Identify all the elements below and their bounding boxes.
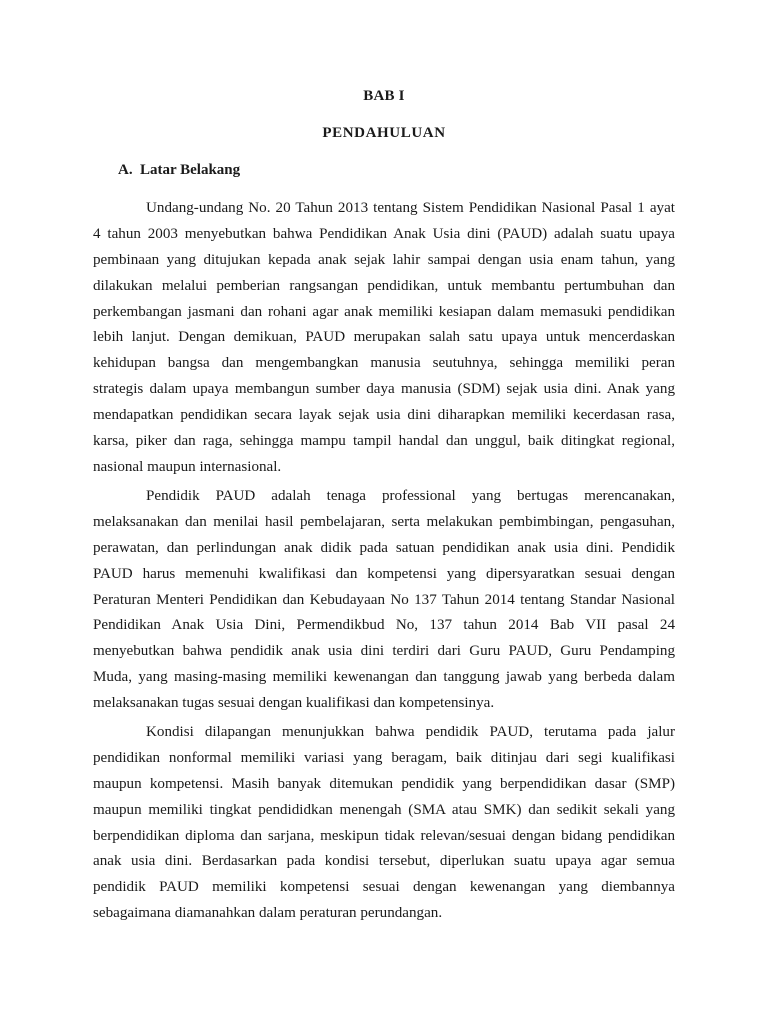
paragraph-line: pendidik PAUD memiliki kompetensi sesuai dengan kewenangan yang diembannya <box>93 879 675 896</box>
paragraph-line: PAUD harus memenuhi kwalifikasi dan kompetensi yang dipersyaratkan sesuai dengan <box>93 565 675 582</box>
paragraph-line: Pendidik PAUD adalah tenaga professional yang bertugas merencanakan, <box>146 488 675 504</box>
paragraph-line: Pendidikan Anak Usia Dini, Permendikbud No, 137 tahun 2014 Bab VII pasal 24 <box>93 617 675 634</box>
paragraph-line: pembinaan yang ditujukan kepada anak sejak lahir sampai dengan usia enam tahun, yang <box>93 251 675 268</box>
paragraph-line: Peraturan Menteri Pendidikan dan Kebudayaan No 137 Tahun 2014 tentang Standar Nasional <box>93 591 675 608</box>
paragraph-line: berpendidikan diploma dan sarjana, meskipun tidak relevan/sesuai dengan bidang pendidikan <box>93 827 675 844</box>
paragraph <box>93 720 675 927</box>
paragraph-line: mendapatkan pendidikan secara layak sejak usia dini diharapkan memiliki kecerdasan rasa, <box>93 407 675 424</box>
paragraph-line: perkembangan jasmani dan rohani agar anak memiliki kesiapan dalam memasuki pendidikan <box>93 303 675 320</box>
paragraph-line: 4 tahun 2003 menyebutkan bahwa Pendidikan Anak Usia dini (PAUD) adalah suatu upaya <box>93 225 675 242</box>
paragraph-line: Undang-undang No. 20 Tahun 2013 tentang Sistem Pendidikan Nasional Pasal 1 ayat <box>146 200 675 216</box>
paragraph-line: maupun kompetensi. Masih banyak ditemukan pendidik yang berpendidikan dasar (SMP) <box>93 775 675 792</box>
paragraph-line: pendidikan nonformal memiliki variasi yang beragam, baik ditinjau dari segi kualifikasi <box>93 749 675 766</box>
paragraph-line: perawatan, dan perlindungan anak didik pada satuan pendidikan anak usia dini. Pendidik <box>93 539 675 556</box>
paragraph-line: menyebutkan bahwa pendidik anak usia dini terdiri dari Guru PAUD, Guru Pendamping <box>93 643 675 660</box>
paragraph-line: dilakukan melalui pemberian rangsangan pendidikan, untuk membantu pertumbuhan dan <box>93 277 675 294</box>
chapter-label: BAB I <box>363 88 405 104</box>
paragraph <box>93 196 675 481</box>
paragraph-line: maupun memiliki tingkat pendididkan menengah (SMA atau SMK) dan sedikit sekali yang <box>93 801 675 818</box>
chapter-title: PENDAHULUAN <box>322 125 446 141</box>
paragraph-line: melaksanakan dan menilai hasil pembelajaran, serta melakukan pembimbingan, pengasuhan, <box>93 513 675 530</box>
paragraph-line: karsa, piker dan raga, sehingga mampu tampil handal dan unggul, baik ditingkat regional, <box>93 433 675 450</box>
section-heading <box>118 162 240 179</box>
section-marker: A. <box>118 162 133 178</box>
paragraph-line: lebih lanjut. Dengan demikuan, PAUD merupakan salah satu upaya untuk mencerdaskan <box>93 329 675 346</box>
paragraph <box>93 484 675 717</box>
paragraph-line: Kondisi dilapangan menunjukkan bahwa pendidik PAUD, terutama pada jalur <box>146 724 675 740</box>
paragraph-line: melaksanakan tugas sesuai dengan kualifikasi dan kompetensinya. <box>93 695 495 712</box>
paragraph-line: strategis dalam upaya membangun sumber daya manusia (SDM) sejak usia dini. Anak yang <box>93 381 675 398</box>
paragraph-line: Muda, yang masing-masing memiliki kewenangan dan tanggung jawab yang berbeda dalam <box>93 669 675 686</box>
paragraph-line: anak usia dini. Berdasarkan pada kondisi tersebut, diperlukan suatu upaya agar semua <box>93 853 675 870</box>
paragraph-line: kehidupan bangsa dan mengembangkan manusia seutuhnya, sehingga memiliki peran <box>93 355 675 372</box>
paragraph-line: nasional maupun internasional. <box>93 458 282 475</box>
paragraph-line: sebagaimana diamanahkan dalam peraturan perundangan. <box>93 905 443 922</box>
section-title: Latar Belakang <box>140 162 241 178</box>
